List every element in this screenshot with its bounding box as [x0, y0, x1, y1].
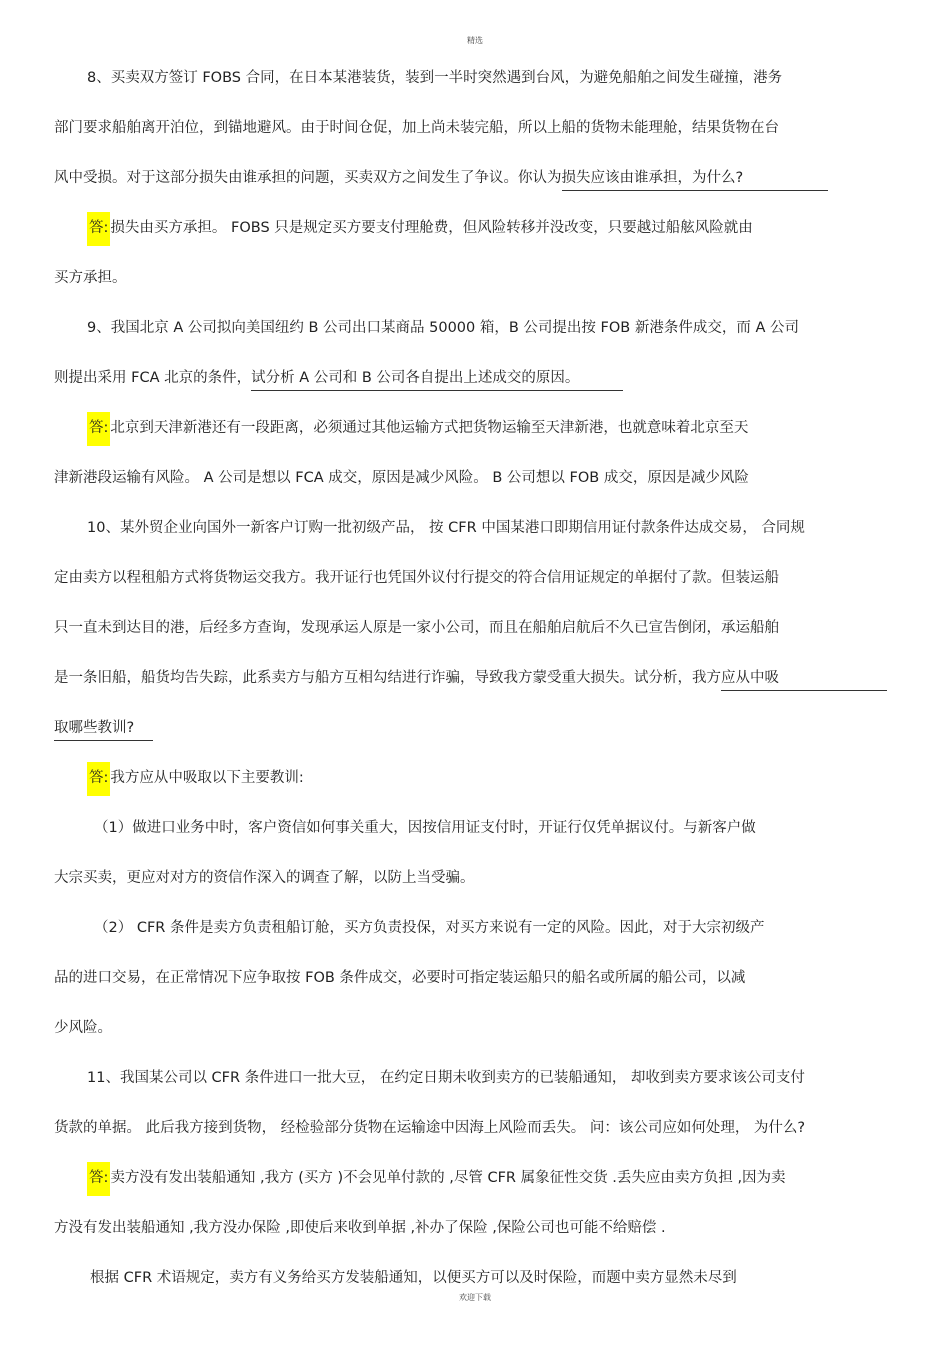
q10-line-3: 只一直未到达目的港，后经多方查询，发现承运人原是一家小公司，而且在船舶启航后不久已宣告倒闭，承运船舶: [54, 620, 779, 636]
q10-answer-intro: 我方应从中吸取以下主要教训:: [110, 770, 304, 786]
q11-answer-line-2: 方没有发出装船通知 ,我方没办保险 ,即使后来收到单据 ,补办了保险 ,保险公司也可能不给赔偿 .: [54, 1220, 666, 1236]
q10-question-underlined: 应从中吸: [721, 668, 887, 691]
q9-answer-text: 北京到天津新港还有一段距离，必须通过其他运输方式把货物运输至天津新港，也就意味着北京至天: [110, 420, 749, 436]
q9-answer-label: 答:: [87, 412, 110, 446]
q10-point-2-line-2: 品的进口交易，在正常情况下应争取按 FOB 条件成交，必要时可指定装运船只的船名或所属的船公司，以减: [54, 970, 746, 986]
q10-line-4-text: 是一条旧船，船货均告失踪，此系卖方与船方互相勾结进行诈骗，导致我方蒙受重大损失。试分析，我方: [54, 670, 721, 686]
q8-line-3: [54, 168, 828, 188]
q11-line-1: 11、我国某公司以 CFR 条件进口一批大豆， 在约定日期未收到卖方的已装船通知， 却收到卖方要求该公司支付: [87, 1070, 805, 1086]
q10-line-5: [54, 718, 153, 738]
q10-answer-intro-line: [87, 768, 304, 788]
q10-question-underlined-end: 取哪些教训?: [54, 718, 153, 741]
q10-point-2-line-3: 少风险。: [54, 1020, 112, 1036]
q10-line-4: [54, 668, 887, 688]
q8-question-underlined: 损失应该由谁承担，为什么?: [562, 168, 828, 191]
q9-line-2: [54, 368, 623, 388]
q8-answer-line-1: [87, 218, 753, 238]
q10-line-1: 10、某外贸企业向国外一新客户订购一批初级产品， 按 CFR 中国某港口即期信用证付款条件达成交易， 合同规: [87, 520, 805, 536]
q11-answer-label: 答:: [87, 1162, 110, 1196]
q10-line-2: 定由卖方以程租船方式将货物运交我方。我开证行也凭国外议付行提交的符合信用证规定的单据付了款。但装运船: [54, 570, 779, 586]
q9-question-underlined: 试分析 A 公司和 B 公司各自提出上述成交的原因。: [251, 368, 623, 391]
q8-answer-label: 答:: [87, 212, 110, 246]
q10-point-1-line-2: 大宗买卖，更应对对方的资信作深入的调查了解，以防上当受骗。: [54, 870, 475, 886]
q8-line-1: 8、买卖双方签订 FOBS 合同，在日本某港装货，装到一半时突然遇到台风，为避免船舶之间发生碰撞，港务: [87, 70, 783, 86]
q9-answer-line-2: 津新港段运输有风险。 A 公司是想以 FCA 成交，原因是减少风险。 B 公司想以 FOB 成交，原因是减少风险: [54, 470, 749, 486]
q8-answer-line-2: 买方承担。: [54, 270, 127, 286]
q11-answer-text: 卖方没有发出装船通知 ,我方 (买方 )不会见单付款的 ,尽管 CFR 属象征性交货 .丢失应由卖方负担 ,因为卖: [110, 1170, 786, 1186]
q11-answer-line-1: [87, 1168, 786, 1188]
q10-answer-label: 答:: [87, 762, 110, 796]
q8-answer-text: 损失由买方承担。 FOBS 只是规定买方要支付理舱费，但风险转移并没改变，只要越过船舷风险就由: [110, 220, 753, 236]
q9-line-1: 9、我国北京 A 公司拟向美国纽约 B 公司出口某商品 50000 箱，B 公司提出按 FOB 新港条件成交，而 A 公司: [87, 320, 799, 336]
q10-point-2-line-1: （2） CFR 条件是卖方负责租船订舱，买方负责投保，对买方来说有一定的风险。因此，对于大宗初级产: [94, 920, 765, 936]
page-footer: 欢迎下载: [459, 1293, 491, 1302]
q9-line-2-text: 则提出采用 FCA 北京的条件，: [54, 370, 252, 386]
q11-line-2: 货款的单据。 此后我方接到货物， 经检验部分货物在运输途中因海上风险而丢失。 问：该公司应如何处理， 为什么?: [54, 1120, 806, 1136]
page-header: 精选: [467, 36, 483, 45]
q8-line-2: 部门要求船舶离开泊位，到锚地避风。由于时间仓促，加上尚未装完船，所以上船的货物未能理舱，结果货物在台: [54, 120, 779, 136]
q10-point-1-line-1: （1）做进口业务中时，客户资信如何事关重大，因按信用证支付时，开证行仅凭单据议付。与新客户做: [94, 820, 756, 836]
q11-answer-line-3: 根据 CFR 术语规定，卖方有义务给买方发装船通知，以便买方可以及时保险，而题中卖方显然未尽到: [90, 1270, 737, 1286]
q9-answer-line-1: [87, 418, 748, 438]
q8-line-3-text: 风中受损。对于这部分损失由谁承担的问题，买卖双方之间发生了争议。你认为: [54, 170, 562, 186]
